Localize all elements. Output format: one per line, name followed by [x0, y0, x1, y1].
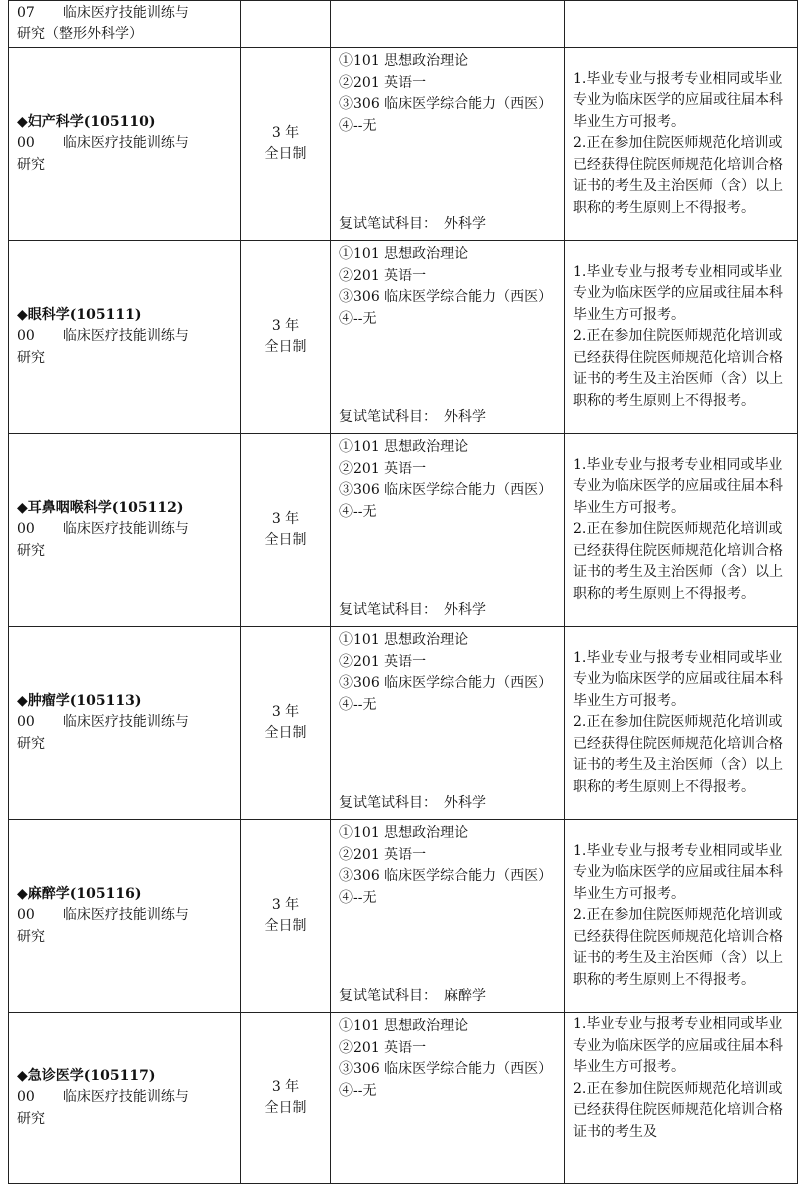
table-row: [9, 820, 798, 1013]
direction-line: 研究: [17, 1110, 45, 1127]
mode-cell: [241, 434, 331, 627]
exam-subject: ④--无: [339, 889, 377, 906]
exam-cell: [331, 820, 565, 1013]
table-row: [9, 241, 798, 434]
note-text: 1.毕业专业与报考专业相同或毕业专业为临床医学的应届或往届本科毕业生方可报考。 2.正在参加住院医师规范化培训或已经获得住院医师规范化培训合格证书的考生及主治医师（含）以上职称的考生原则上不得报考。: [573, 263, 783, 409]
duration: 3 年: [271, 896, 300, 913]
note-cell: [565, 241, 798, 434]
duration: 3 年: [271, 1078, 300, 1095]
major-cell: [9, 1, 241, 48]
retest-subject: 复试笔试科目： 外科学: [339, 794, 486, 811]
exam-cell: [331, 241, 565, 434]
exam-subject: ④--无: [339, 1082, 377, 1099]
study-mode: 全日制: [264, 146, 307, 162]
note-text: 1.毕业专业与报考专业相同或毕业专业为临床医学的应届或往届本科毕业生方可报考。 2.正在参加住院医师规范化培训或已经获得住院医师规范化培训合格证书的考生及主治医师（含）以上职称的考生原则上不得报考。: [573, 70, 783, 216]
major-title: ◆耳鼻咽喉科学(105112): [17, 499, 184, 516]
retest-subject: 复试笔试科目： 外科学: [339, 408, 486, 425]
table-row: [9, 1013, 798, 1184]
note-cell: [565, 434, 798, 627]
major-cell: [9, 820, 241, 1013]
mode-cell: [241, 627, 331, 820]
note-text: 1.毕业专业与报考专业相同或毕业专业为临床医学的应届或往届本科毕业生方可报考。 2.正在参加住院医师规范化培训或已经获得住院医师规范化培训合格证书的考生及主治医师（含）以上职称的考生原则上不得报考。: [573, 842, 783, 988]
direction-line: 研究: [17, 156, 45, 173]
direction-line: 研究: [17, 542, 45, 559]
direction-line: 00 临床医疗技能训练与: [17, 135, 189, 152]
table-row: [9, 48, 798, 241]
direction-line: 研究: [17, 349, 45, 366]
exam-cell: [331, 48, 565, 241]
duration: 3 年: [271, 124, 300, 141]
major-cell: [9, 241, 241, 434]
exam-subject: ②201 英语一: [339, 267, 427, 284]
exam-subject: ③306 临床医学综合能力（西医）: [339, 289, 553, 305]
retest-subject: 复试笔试科目： 麻醉学: [339, 987, 486, 1004]
direction-line: 00 临床医疗技能训练与: [17, 1089, 189, 1106]
major-title: ◆肿瘤学(105113): [17, 692, 142, 709]
exam-subject: ①101 思想政治理论: [339, 53, 469, 69]
exam-cell: [331, 434, 565, 627]
duration: 3 年: [271, 703, 300, 720]
exam-subject: ①101 思想政治理论: [339, 439, 469, 455]
major-cell: [9, 1013, 241, 1184]
direction-line: 00 临床医疗技能训练与: [17, 714, 189, 731]
exam-cell: [331, 627, 565, 820]
major-cell: [9, 48, 241, 241]
major-title: ◆急诊医学(105117): [17, 1067, 156, 1084]
exam-subject: ③306 临床医学综合能力（西医）: [339, 675, 553, 691]
direction-line: 研究: [17, 928, 45, 945]
major-cell: [9, 434, 241, 627]
direction-line: 07 临床医疗技能训练与: [17, 4, 189, 21]
exam-subject: ①101 思想政治理论: [339, 825, 469, 841]
exam-subject: ②201 英语一: [339, 653, 427, 670]
exam-cell: [331, 1013, 565, 1184]
exam-cell: [331, 1, 565, 48]
program-table: [8, 0, 798, 1184]
exam-subject: ④--无: [339, 310, 377, 327]
direction-line: 研究（整形外科学）: [17, 26, 143, 42]
exam-subject: ①101 思想政治理论: [339, 1018, 469, 1034]
mode-cell: [241, 241, 331, 434]
study-mode: 全日制: [264, 725, 307, 741]
duration: 3 年: [271, 317, 300, 334]
note-cell: [565, 1, 798, 48]
direction-line: 研究: [17, 735, 45, 752]
retest-subject: 复试笔试科目： 外科学: [339, 215, 486, 232]
exam-subject: ①101 思想政治理论: [339, 246, 469, 262]
exam-subject: ③306 临床医学综合能力（西医）: [339, 1061, 553, 1077]
note-cell: [565, 1013, 798, 1184]
note-text: 1.毕业专业与报考专业相同或毕业专业为临床医学的应届或往届本科毕业生方可报考。 2.正在参加住院医师规范化培训或已经获得住院医师规范化培训合格证书的考生及: [573, 1016, 783, 1140]
note-cell: [565, 627, 798, 820]
retest-subject: 复试笔试科目： 外科学: [339, 601, 486, 618]
exam-subject: ①101 思想政治理论: [339, 632, 469, 648]
note-text: 1.毕业专业与报考专业相同或毕业专业为临床医学的应届或往届本科毕业生方可报考。 2.正在参加住院医师规范化培训或已经获得住院医师规范化培训合格证书的考生及主治医师（含）以上职称的考生原则上不得报考。: [573, 649, 783, 795]
duration: 3 年: [271, 510, 300, 527]
exam-subject: ②201 英语一: [339, 460, 427, 477]
study-mode: 全日制: [264, 918, 307, 934]
major-title: ◆麻醉学(105116): [17, 885, 142, 902]
note-cell: [565, 48, 798, 241]
exam-subject: ②201 英语一: [339, 846, 427, 863]
note-text: 1.毕业专业与报考专业相同或毕业专业为临床医学的应届或往届本科毕业生方可报考。 2.正在参加住院医师规范化培训或已经获得住院医师规范化培训合格证书的考生及主治医师（含）以上职称的考生原则上不得报考。: [573, 456, 783, 602]
exam-subject: ④--无: [339, 503, 377, 520]
study-mode: 全日制: [264, 1100, 307, 1116]
exam-subject: ③306 临床医学综合能力（西医）: [339, 868, 553, 884]
exam-subject: ④--无: [339, 696, 377, 713]
exam-subject: ④--无: [339, 117, 377, 134]
note-cell: [565, 820, 798, 1013]
exam-subject: ②201 英语一: [339, 74, 427, 91]
major-cell: [9, 627, 241, 820]
study-mode: 全日制: [264, 339, 307, 355]
mode-cell: [241, 1013, 331, 1184]
major-title: ◆眼科学(105111): [17, 306, 142, 323]
mode-cell: [241, 48, 331, 241]
exam-subject: ③306 临床医学综合能力（西医）: [339, 96, 553, 112]
table-row: [9, 434, 798, 627]
mode-cell: [241, 1, 331, 48]
direction-line: 00 临床医疗技能训练与: [17, 521, 189, 538]
table-row: [9, 1, 798, 48]
direction-line: 00 临床医疗技能训练与: [17, 907, 189, 924]
exam-subject: ③306 临床医学综合能力（西医）: [339, 482, 553, 498]
table-row: [9, 627, 798, 820]
direction-line: 00 临床医疗技能训练与: [17, 328, 189, 345]
study-mode: 全日制: [264, 532, 307, 548]
major-title: ◆妇产科学(105110): [17, 113, 156, 130]
exam-subject: ②201 英语一: [339, 1039, 427, 1056]
mode-cell: [241, 820, 331, 1013]
